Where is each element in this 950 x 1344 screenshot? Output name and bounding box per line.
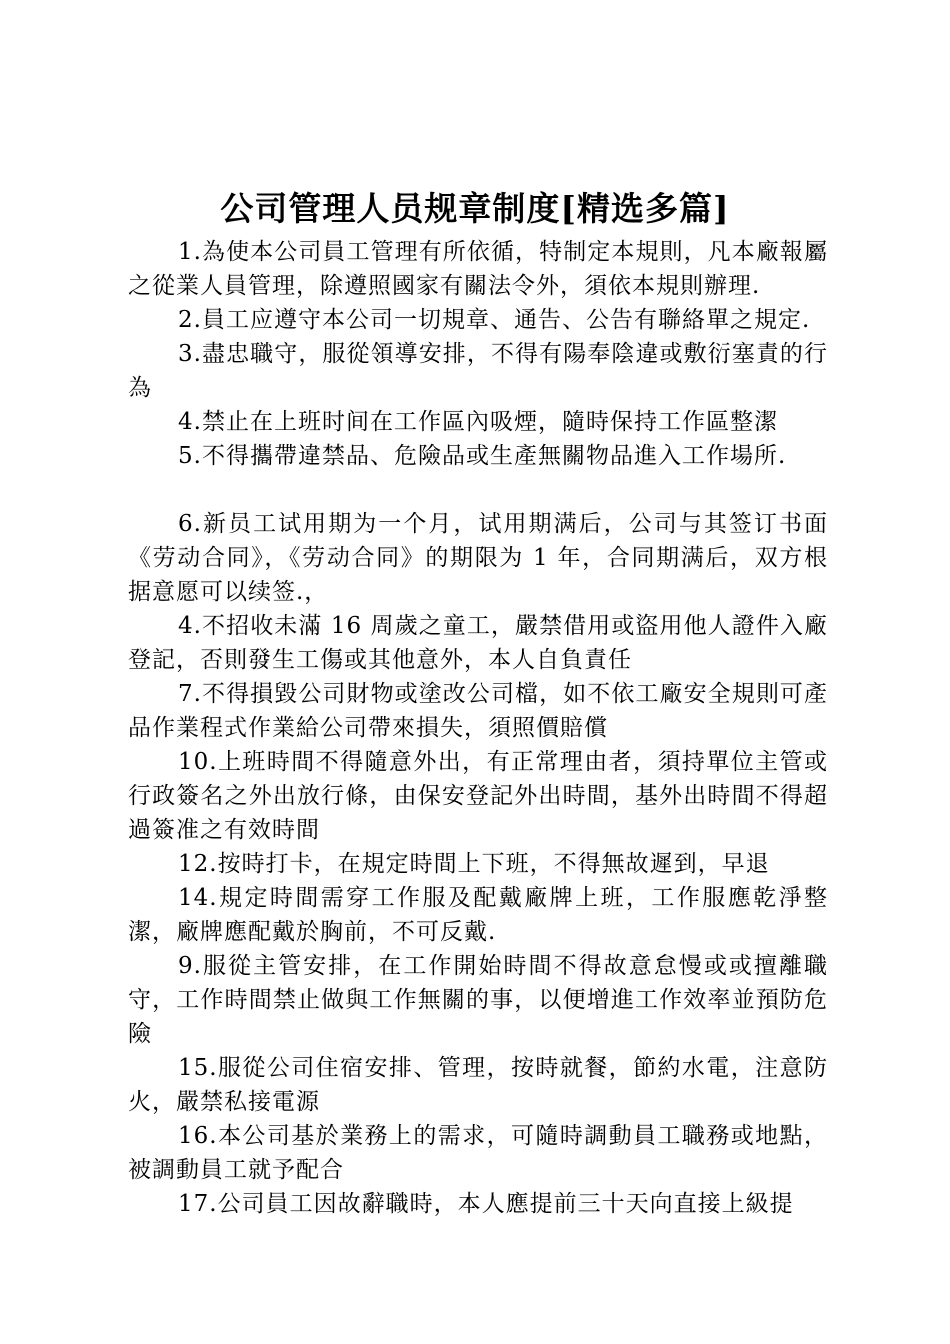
paragraph-4: 4.禁止在上班时间在工作區內吸煙，隨時保持工作區整潔 <box>178 409 778 435</box>
document-body <box>128 235 828 1221</box>
paragraph-8: 7.不得損毀公司財物或塗改公司檔，如不依工廠安全規則可產品作業程式作業給公司帶來損失，須照價賠償 <box>128 681 828 741</box>
paragraph-15: 17.公司員工因故辭職時，本人應提前三十天向直接上級提 <box>178 1191 794 1217</box>
paragraph-6: 6.新员工试用期为一个月，试用期满后，公司与其签订书面《劳动合同》，《劳动合同》的期限为 1 年，合同期满后，双方根据意愿可以续签.， <box>128 511 828 605</box>
paragraph-2: 2.員工应遵守本公司一切規章、通告、公告有聯絡單之規定. <box>178 307 811 333</box>
paragraph-9: 10.上班時間不得隨意外出，有正常理由者，須持單位主管或行政簽名之外出放行條，由保安登記外出時間，基外出時間不得超過簽准之有效時間 <box>128 749 828 843</box>
paragraph-5: 5.不得攜帶違禁品、危險品或生產無關物品進入工作場所. <box>178 443 787 469</box>
paragraph-14: 16.本公司基於業務上的需求，可隨時調動員工職務或地點，被調動員工就予配合 <box>128 1123 828 1183</box>
paragraph-11: 14.規定時間需穿工作服及配戴廠牌上班，工作服應乾淨整潔，廠牌應配戴於胸前，不可反戴. <box>128 885 828 945</box>
paragraph-spacer <box>128 473 828 507</box>
paragraph-13: 15.服從公司住宿安排、管理，按時就餐，節約水電，注意防火，嚴禁私接電源 <box>128 1055 828 1115</box>
paragraph-12: 9.服從主管安排，在工作開始時間不得故意怠慢或或擅離職守，工作時間禁止做與工作無關的事，以便增進工作效率並預防危險 <box>128 953 828 1047</box>
paragraph-10: 12.按時打卡，在規定時間上下班，不得無故遲到，早退 <box>178 851 770 877</box>
paragraph-1: 1.為使本公司員工管理有所依循，特制定本規則，凡本廠報屬之從業人員管理，除遵照國家有關法令外，須依本規則辦理. <box>128 239 828 299</box>
paragraph-3: 3.盡忠職守，服從領導安排，不得有陽奉陰違或敷衍塞責的行為 <box>128 341 828 401</box>
paragraph-7: 4.不招收未滿 16 周歲之童工，嚴禁借用或盜用他人證件入廠登記，否則發生工傷或其他意外，本人自負責任 <box>128 613 828 673</box>
document-title: 公司管理人员规章制度[精选多篇] <box>220 189 730 228</box>
